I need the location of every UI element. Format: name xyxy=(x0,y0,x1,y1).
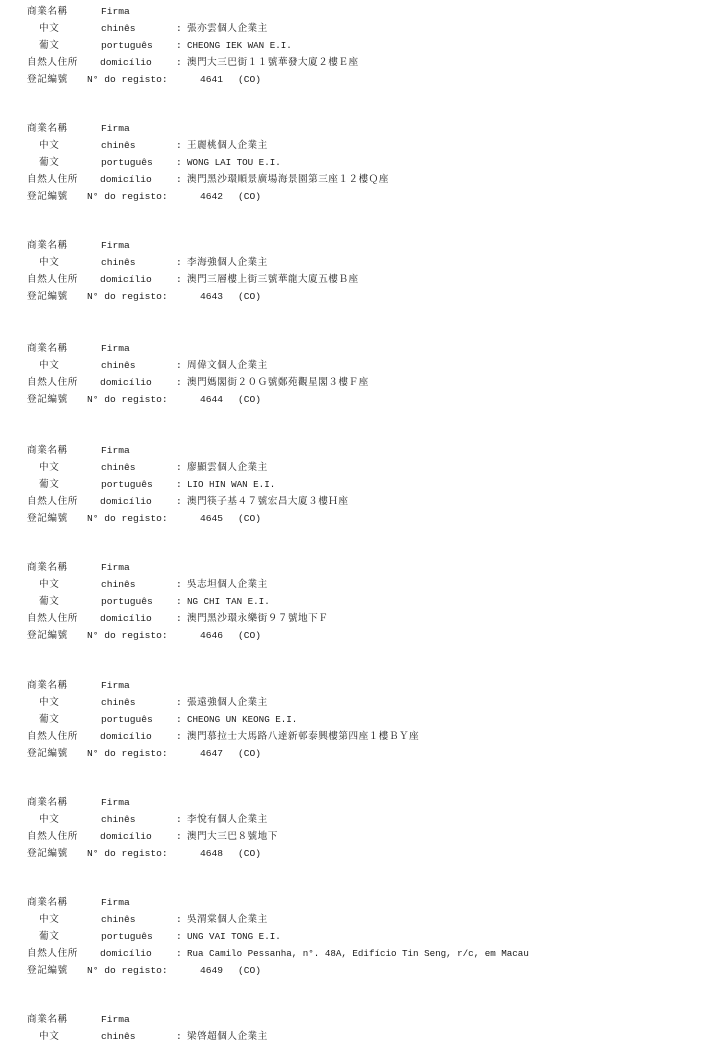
chinese-colon: : xyxy=(176,462,182,473)
chinese-name-value: 周偉文個人企業主 xyxy=(187,360,268,371)
portuguese-label-pt: português xyxy=(101,714,153,725)
portuguese-label-pt: português xyxy=(101,479,153,490)
portuguese-name-value: CHEONG UN KEONG E.I. xyxy=(187,714,298,725)
domicile-label-zh: 自然人住所 xyxy=(27,57,78,68)
firma-label-zh: 商業名稱 xyxy=(27,123,68,134)
domicile-label-pt: domicílio xyxy=(100,274,152,285)
registration-code: (CO) xyxy=(238,394,262,405)
domicile-label-pt: domicílio xyxy=(100,948,152,959)
firma-label-pt: Firma xyxy=(101,562,130,573)
chinese-label-pt: chinês xyxy=(101,914,136,925)
domicile-colon: : xyxy=(176,831,182,842)
firma-label-zh: 商業名稱 xyxy=(27,1014,68,1025)
chinese-label-zh: 中文 xyxy=(39,140,60,151)
firma-label-pt: Firma xyxy=(101,123,130,134)
chinese-label-zh: 中文 xyxy=(39,697,60,708)
domicile-value: 澳門三層樓上街三號華龍大廈五樓Ｂ座 xyxy=(187,274,359,285)
chinese-label-zh: 中文 xyxy=(39,462,60,473)
portuguese-label-zh: 葡文 xyxy=(39,40,60,51)
chinese-label-zh: 中文 xyxy=(39,257,60,268)
portuguese-name-value: UNG VAI TONG E.I. xyxy=(187,931,281,942)
registration-code: (CO) xyxy=(238,291,262,302)
chinese-label-pt: chinês xyxy=(101,462,136,473)
registration-code: (CO) xyxy=(238,748,262,759)
domicile-colon: : xyxy=(176,731,182,742)
firma-label-pt: Firma xyxy=(101,797,130,808)
chinese-label-zh: 中文 xyxy=(39,23,60,34)
registration-label-pt: N° do registo: xyxy=(87,630,168,641)
domicile-label-zh: 自然人住所 xyxy=(27,831,78,842)
chinese-name-value: 李海強個人企業主 xyxy=(187,257,268,268)
domicile-label-zh: 自然人住所 xyxy=(27,274,78,285)
portuguese-label-zh: 葡文 xyxy=(39,157,60,168)
registration-label-pt: N° do registo: xyxy=(87,748,168,759)
firma-label-zh: 商業名稱 xyxy=(27,797,68,808)
chinese-colon: : xyxy=(176,814,182,825)
chinese-colon: : xyxy=(176,1031,182,1042)
registration-label-zh: 登記編號 xyxy=(27,394,68,405)
domicile-label-zh: 自然人住所 xyxy=(27,948,78,959)
firma-label-pt: Firma xyxy=(101,897,130,908)
registration-number: 4642 xyxy=(200,191,224,202)
registration-label-pt: N° do registo: xyxy=(87,848,168,859)
chinese-colon: : xyxy=(176,360,182,371)
registration-label-pt: N° do registo: xyxy=(87,513,168,524)
registration-number: 4648 xyxy=(200,848,224,859)
domicile-value: 澳門黑沙環永樂街９７號地下Ｆ xyxy=(187,613,329,624)
registration-label-zh: 登記編號 xyxy=(27,513,68,524)
chinese-label-pt: chinês xyxy=(101,579,136,590)
registration-number: 4643 xyxy=(200,291,224,302)
domicile-label-zh: 自然人住所 xyxy=(27,377,78,388)
portuguese-colon: : xyxy=(176,714,182,725)
domicile-colon: : xyxy=(176,613,182,624)
portuguese-name-value: NG CHI TAN E.I. xyxy=(187,596,270,607)
firma-label-pt: Firma xyxy=(101,6,130,17)
portuguese-label-pt: português xyxy=(101,596,153,607)
registration-label-zh: 登記編號 xyxy=(27,74,68,85)
domicile-colon: : xyxy=(176,496,182,507)
domicile-colon: : xyxy=(176,377,182,388)
registration-label-pt: N° do registo: xyxy=(87,394,168,405)
chinese-name-value: 張遠強個人企業主 xyxy=(187,697,268,708)
domicile-value: Rua Camilo Pessanha, n°. 48A, Edifício Tin Seng, r/c, em Macau xyxy=(187,948,529,959)
firma-label-pt: Firma xyxy=(101,240,130,251)
chinese-colon: : xyxy=(176,140,182,151)
firma-label-zh: 商業名稱 xyxy=(27,897,68,908)
chinese-label-zh: 中文 xyxy=(39,914,60,925)
registration-number: 4645 xyxy=(200,513,224,524)
firma-label-zh: 商業名稱 xyxy=(27,562,68,573)
registration-label-zh: 登記編號 xyxy=(27,191,68,202)
domicile-label-zh: 自然人住所 xyxy=(27,731,78,742)
chinese-colon: : xyxy=(176,23,182,34)
chinese-name-value: 張亦雲個人企業主 xyxy=(187,23,268,34)
chinese-colon: : xyxy=(176,257,182,268)
chinese-label-pt: chinês xyxy=(101,23,136,34)
domicile-value: 澳門媽閣街２０Ｇ號鄭苑觀星閣３樓Ｆ座 xyxy=(187,377,369,388)
domicile-label-pt: domicílio xyxy=(100,613,152,624)
portuguese-name-value: WONG LAI TOU E.I. xyxy=(187,157,281,168)
firma-label-zh: 商業名稱 xyxy=(27,240,68,251)
chinese-label-pt: chinês xyxy=(101,814,136,825)
domicile-label-zh: 自然人住所 xyxy=(27,174,78,185)
registration-number: 4641 xyxy=(200,74,224,85)
chinese-label-zh: 中文 xyxy=(39,579,60,590)
chinese-name-value: 梁啓超個人企業主 xyxy=(187,1031,268,1042)
registration-label-zh: 登記編號 xyxy=(27,291,68,302)
domicile-label-pt: domicílio xyxy=(100,731,152,742)
domicile-label-pt: domicílio xyxy=(100,174,152,185)
registration-label-pt: N° do registo: xyxy=(87,191,168,202)
chinese-name-value: 吳志坦個人企業主 xyxy=(187,579,268,590)
domicile-value: 澳門大三巴街１１號華發大廈２樓Ｅ座 xyxy=(187,57,359,68)
registration-code: (CO) xyxy=(238,848,262,859)
registration-label-zh: 登記編號 xyxy=(27,848,68,859)
registration-code: (CO) xyxy=(238,513,262,524)
registration-code: (CO) xyxy=(238,74,262,85)
chinese-name-value: 吳渭棠個人企業主 xyxy=(187,914,268,925)
chinese-name-value: 廖顯雲個人企業主 xyxy=(187,462,268,473)
domicile-value: 澳門大三巴８號地下 xyxy=(187,831,278,842)
firma-label-pt: Firma xyxy=(101,445,130,456)
chinese-label-zh: 中文 xyxy=(39,1031,60,1042)
registration-label-zh: 登記編號 xyxy=(27,748,68,759)
chinese-name-value: 王麗桃個人企業主 xyxy=(187,140,268,151)
registration-label-zh: 登記編號 xyxy=(27,965,68,976)
registration-label-pt: N° do registo: xyxy=(87,291,168,302)
portuguese-label-pt: português xyxy=(101,157,153,168)
registration-code: (CO) xyxy=(238,965,262,976)
domicile-value: 澳門慕拉士大馬路八達新邨泰興樓第四座１樓ＢＹ座 xyxy=(187,731,420,742)
registration-label-pt: N° do registo: xyxy=(87,965,168,976)
firma-label-pt: Firma xyxy=(101,1014,130,1025)
chinese-label-pt: chinês xyxy=(101,697,136,708)
chinese-label-zh: 中文 xyxy=(39,360,60,371)
domicile-colon: : xyxy=(176,174,182,185)
portuguese-label-zh: 葡文 xyxy=(39,596,60,607)
registration-code: (CO) xyxy=(238,191,262,202)
portuguese-name-value: LIO HIN WAN E.I. xyxy=(187,479,276,490)
registration-number: 4649 xyxy=(200,965,224,976)
firma-label-pt: Firma xyxy=(101,343,130,354)
domicile-colon: : xyxy=(176,274,182,285)
portuguese-colon: : xyxy=(176,479,182,490)
chinese-colon: : xyxy=(176,579,182,590)
chinese-colon: : xyxy=(176,914,182,925)
portuguese-name-value: CHEONG IEK WAN E.I. xyxy=(187,40,292,51)
domicile-label-pt: domicílio xyxy=(100,496,152,507)
portuguese-colon: : xyxy=(176,157,182,168)
domicile-label-pt: domicílio xyxy=(100,377,152,388)
portuguese-label-zh: 葡文 xyxy=(39,931,60,942)
registration-number: 4644 xyxy=(200,394,224,405)
registration-label-pt: N° do registo: xyxy=(87,74,168,85)
portuguese-label-pt: português xyxy=(101,40,153,51)
domicile-value: 澳門黑沙環順景廣場海景園第三座１２樓Ｑ座 xyxy=(187,174,389,185)
portuguese-colon: : xyxy=(176,40,182,51)
registration-number: 4646 xyxy=(200,630,224,641)
domicile-label-zh: 自然人住所 xyxy=(27,613,78,624)
domicile-label-zh: 自然人住所 xyxy=(27,496,78,507)
domicile-label-pt: domicílio xyxy=(100,57,152,68)
domicile-colon: : xyxy=(176,948,182,959)
portuguese-label-zh: 葡文 xyxy=(39,479,60,490)
domicile-colon: : xyxy=(176,57,182,68)
domicile-label-pt: domicílio xyxy=(100,831,152,842)
registration-label-zh: 登記編號 xyxy=(27,630,68,641)
firma-label-zh: 商業名稱 xyxy=(27,6,68,17)
firma-label-zh: 商業名稱 xyxy=(27,680,68,691)
chinese-label-pt: chinês xyxy=(101,360,136,371)
domicile-value: 澳門筷子基４７號宏昌大廈３樓Ｈ座 xyxy=(187,496,349,507)
chinese-label-pt: chinês xyxy=(101,1031,136,1042)
registration-number: 4647 xyxy=(200,748,224,759)
firma-label-zh: 商業名稱 xyxy=(27,343,68,354)
portuguese-colon: : xyxy=(176,596,182,607)
chinese-label-pt: chinês xyxy=(101,257,136,268)
portuguese-colon: : xyxy=(176,931,182,942)
firma-label-pt: Firma xyxy=(101,680,130,691)
chinese-label-pt: chinês xyxy=(101,140,136,151)
firma-label-zh: 商業名稱 xyxy=(27,445,68,456)
portuguese-label-zh: 葡文 xyxy=(39,714,60,725)
chinese-label-zh: 中文 xyxy=(39,814,60,825)
chinese-name-value: 李悅有個人企業主 xyxy=(187,814,268,825)
chinese-colon: : xyxy=(176,697,182,708)
portuguese-label-pt: português xyxy=(101,931,153,942)
registration-code: (CO) xyxy=(238,630,262,641)
